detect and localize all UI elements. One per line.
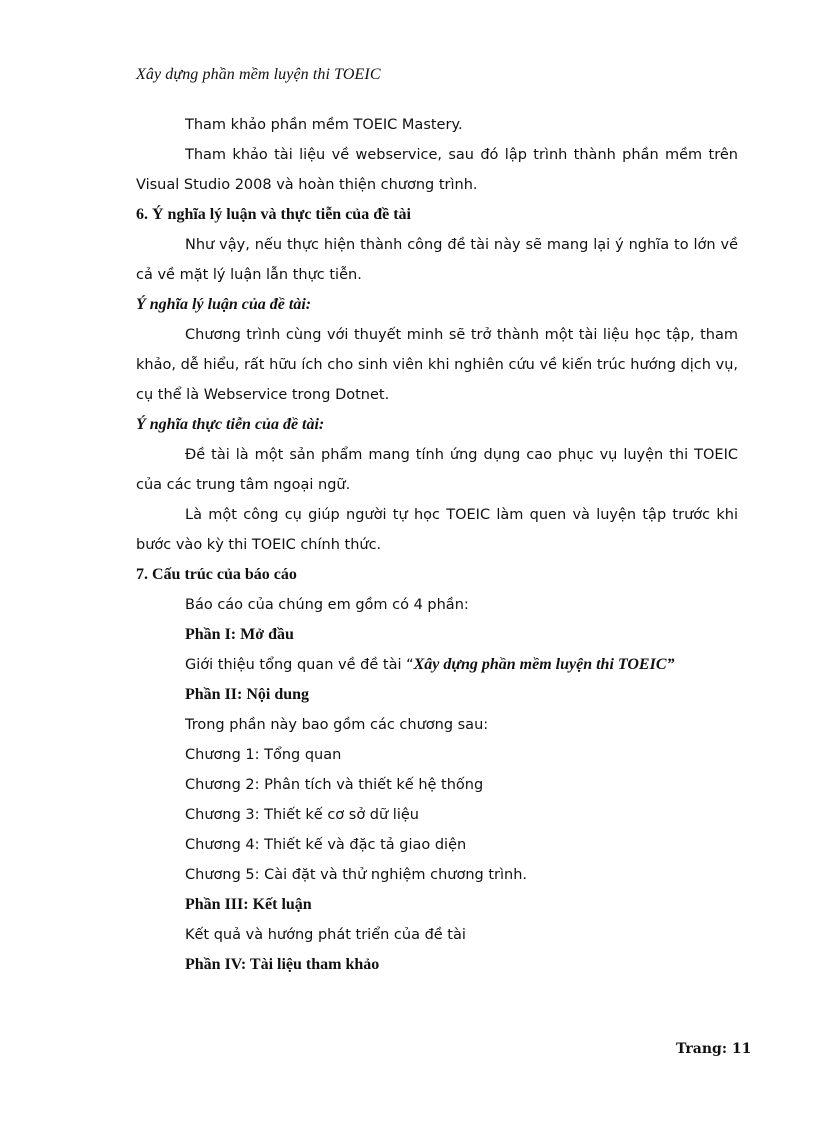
part-1-text — [136, 654, 738, 684]
part-1-text-suffix: ” — [666, 656, 675, 673]
section-6-heading: 6. Ý nghĩa lý luận và thực tiễn của đề tài — [136, 206, 411, 223]
practice-text-line3: Là một công cụ giúp người tự học TOEIC làm quen và luyện tập trước khi — [185, 507, 738, 523]
section-7-heading: 7. Cấu trúc của báo cáo — [136, 566, 297, 583]
practice-significance-heading: Ý nghĩa thực tiễn của đề tài: — [136, 416, 325, 433]
page-number: Trang: 11 — [676, 1041, 752, 1057]
chapter-item: Chương 1: Tổng quan — [185, 747, 342, 763]
part-4-heading: Phần IV: Tài liệu tham khảo — [185, 956, 380, 973]
theory-text-line3: cụ thể là Webservice trong Dotnet. — [136, 387, 390, 403]
paragraph-reference-software: Tham khảo phần mềm TOEIC Mastery. — [185, 117, 463, 133]
section-7-intro: Báo cáo của chúng em gồm có 4 phần: — [185, 597, 469, 613]
theory-text-line2: khảo, dễ hiểu, rất hữu ích cho sinh viên khi nghiên cứu về kiến trúc hướng dịch vụ, — [136, 357, 738, 373]
theory-significance-heading: Ý nghĩa lý luận của đề tài: — [136, 296, 312, 313]
chapter-item: Chương 2: Phân tích và thiết kế hệ thống — [185, 777, 484, 793]
section-6-text-line2: cả về mặt lý luận lẫn thực tiễn. — [136, 267, 362, 283]
part-2-intro: Trong phần này bao gồm các chương sau: — [185, 717, 489, 733]
paragraph-webservice-line1: Tham khảo tài liệu về webservice, sau đó lập trình thành phần mềm trên — [185, 147, 738, 163]
part-1-text-prefix: Giới thiệu tổng quan về đề tài “ — [185, 657, 414, 673]
page-body — [136, 114, 738, 984]
part-3-heading: Phần III: Kết luận — [185, 896, 312, 913]
chapter-item: Chương 3: Thiết kế cơ sở dữ liệu — [185, 807, 419, 823]
practice-text-line1: Đề tài là một sản phẩm mang tính ứng dụng cao phục vụ luyện thi TOEIC — [185, 447, 738, 463]
chapter-item: Chương 4: Thiết kế và đặc tả giao diện — [185, 837, 467, 853]
theory-text-line1: Chương trình cùng với thuyết minh sẽ trở thành một tài liệu học tập, tham — [185, 327, 738, 343]
part-2-heading: Phần II: Nội dung — [185, 686, 310, 703]
practice-text-line4: bước vào kỳ thi TOEIC chính thức. — [136, 537, 382, 553]
chapter-item: Chương 5: Cài đặt và thử nghiệm chương trình. — [185, 867, 528, 883]
practice-text-line2: của các trung tâm ngoại ngữ. — [136, 477, 351, 493]
page-header: Xây dựng phần mềm luyện thi TOEIC — [136, 66, 381, 83]
part-1-heading: Phần I: Mở đầu — [185, 626, 294, 643]
part-1-project-title: Xây dựng phần mềm luyện thi TOEIC — [413, 656, 667, 673]
paragraph-webservice-line2: Visual Studio 2008 và hoàn thiện chương trình. — [136, 177, 478, 193]
section-6-text-line1: Như vậy, nếu thực hiện thành công đề tài này sẽ mang lại ý nghĩa to lớn về — [185, 237, 738, 253]
part-3-text: Kết quả và hướng phát triển của đề tài — [185, 927, 466, 943]
